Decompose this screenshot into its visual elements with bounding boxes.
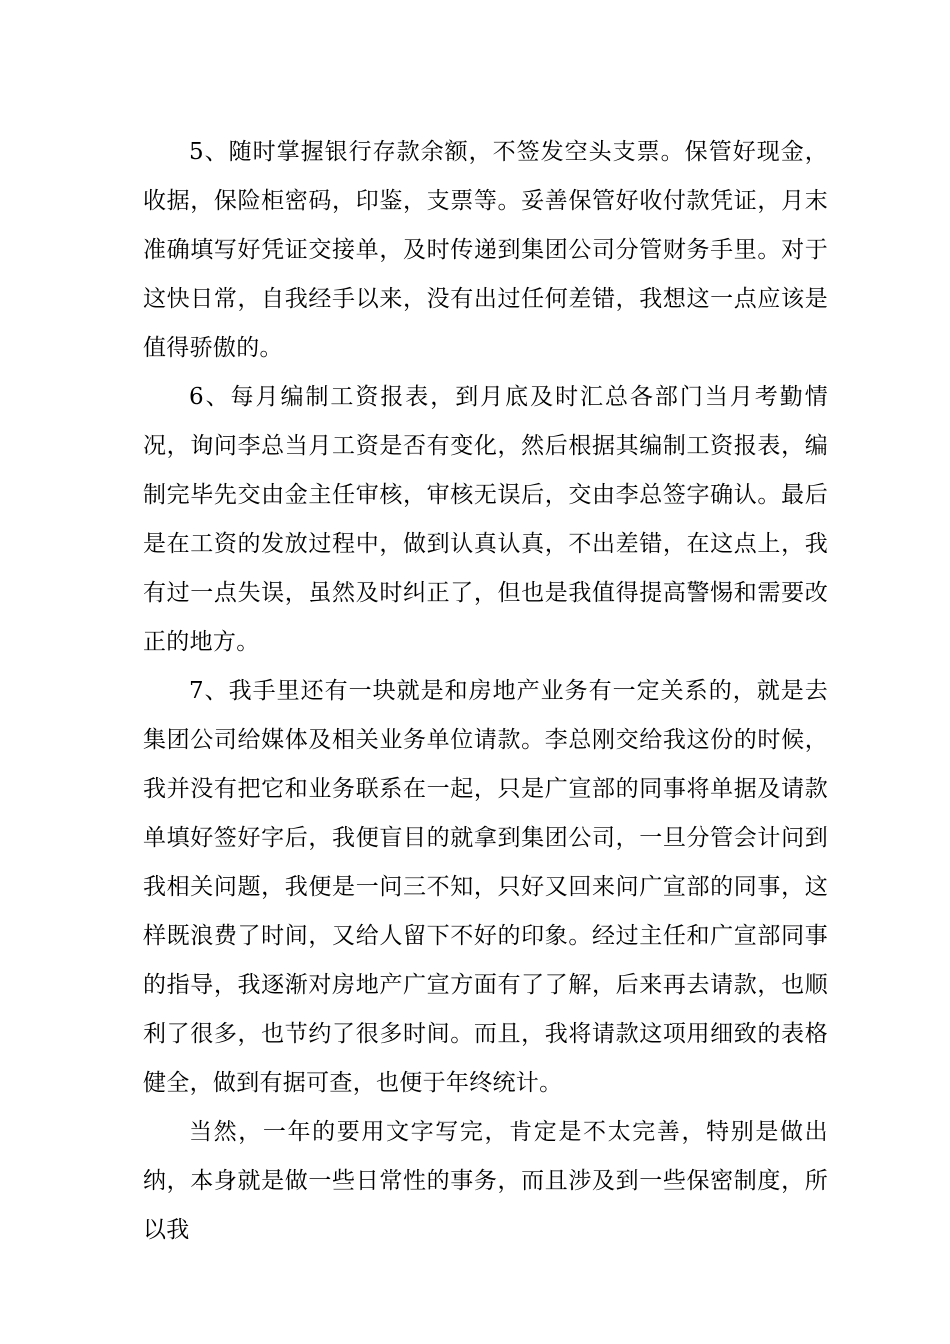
document-body bbox=[143, 128, 828, 1255]
paragraph-conclusion: 当然，一年的要用文字写完，肯定是不太完善，特别是做出纳，本身就是做一些日常性的事务，而且涉及到一些保密制度，所以我 bbox=[143, 1119, 828, 1243]
paragraph-item-7: 7、我手里还有一块就是和房地产业务有一定关系的，就是去集团公司给媒体及相关业务单位请款。李总刚交给我这份的时候，我并没有把它和业务联系在一起，只是广宣部的同事将单据及请款单填好签好字后，我便盲目的就拿到集团公司，一旦分管会计问到我相关问题，我便是一问三不知，只好又回来问广宣部的同事，这样既浪费了时间，又给人留下不好的印象。经过主任和广宣部同事的指导，我逐渐对房地产广宣方面有了了解，后来再去请款，也顺利了很多，也节约了很多时间。而且，我将请款这项用细致的表格健全，做到有据可查，也便于年终统计。 bbox=[143, 678, 828, 1096]
paragraph-item-5: 5、随时掌握银行存款余额，不签发空头支票。保管好现金，收据，保险柜密码，印鉴，支票等。妥善保管好收付款凭证，月末准确填写好凭证交接单，及时传递到集团公司分管财务手里。对于这快日常，自我经手以来，没有出过任何差错，我想这一点应该是值得骄傲的。 bbox=[143, 139, 828, 361]
paragraph-item-6: 6、每月编制工资报表，到月底及时汇总各部门当月考勤情况，询问李总当月工资是否有变化，然后根据其编制工资报表，编制完毕先交由金主任审核，审核无误后，交由李总签字确认。最后是在工资的发放过程中，做到认真认真，不出差错，在这点上，我有过一点失误，虽然及时纠正了，但也是我值得提高警惕和需要改正的地方。 bbox=[143, 384, 828, 655]
